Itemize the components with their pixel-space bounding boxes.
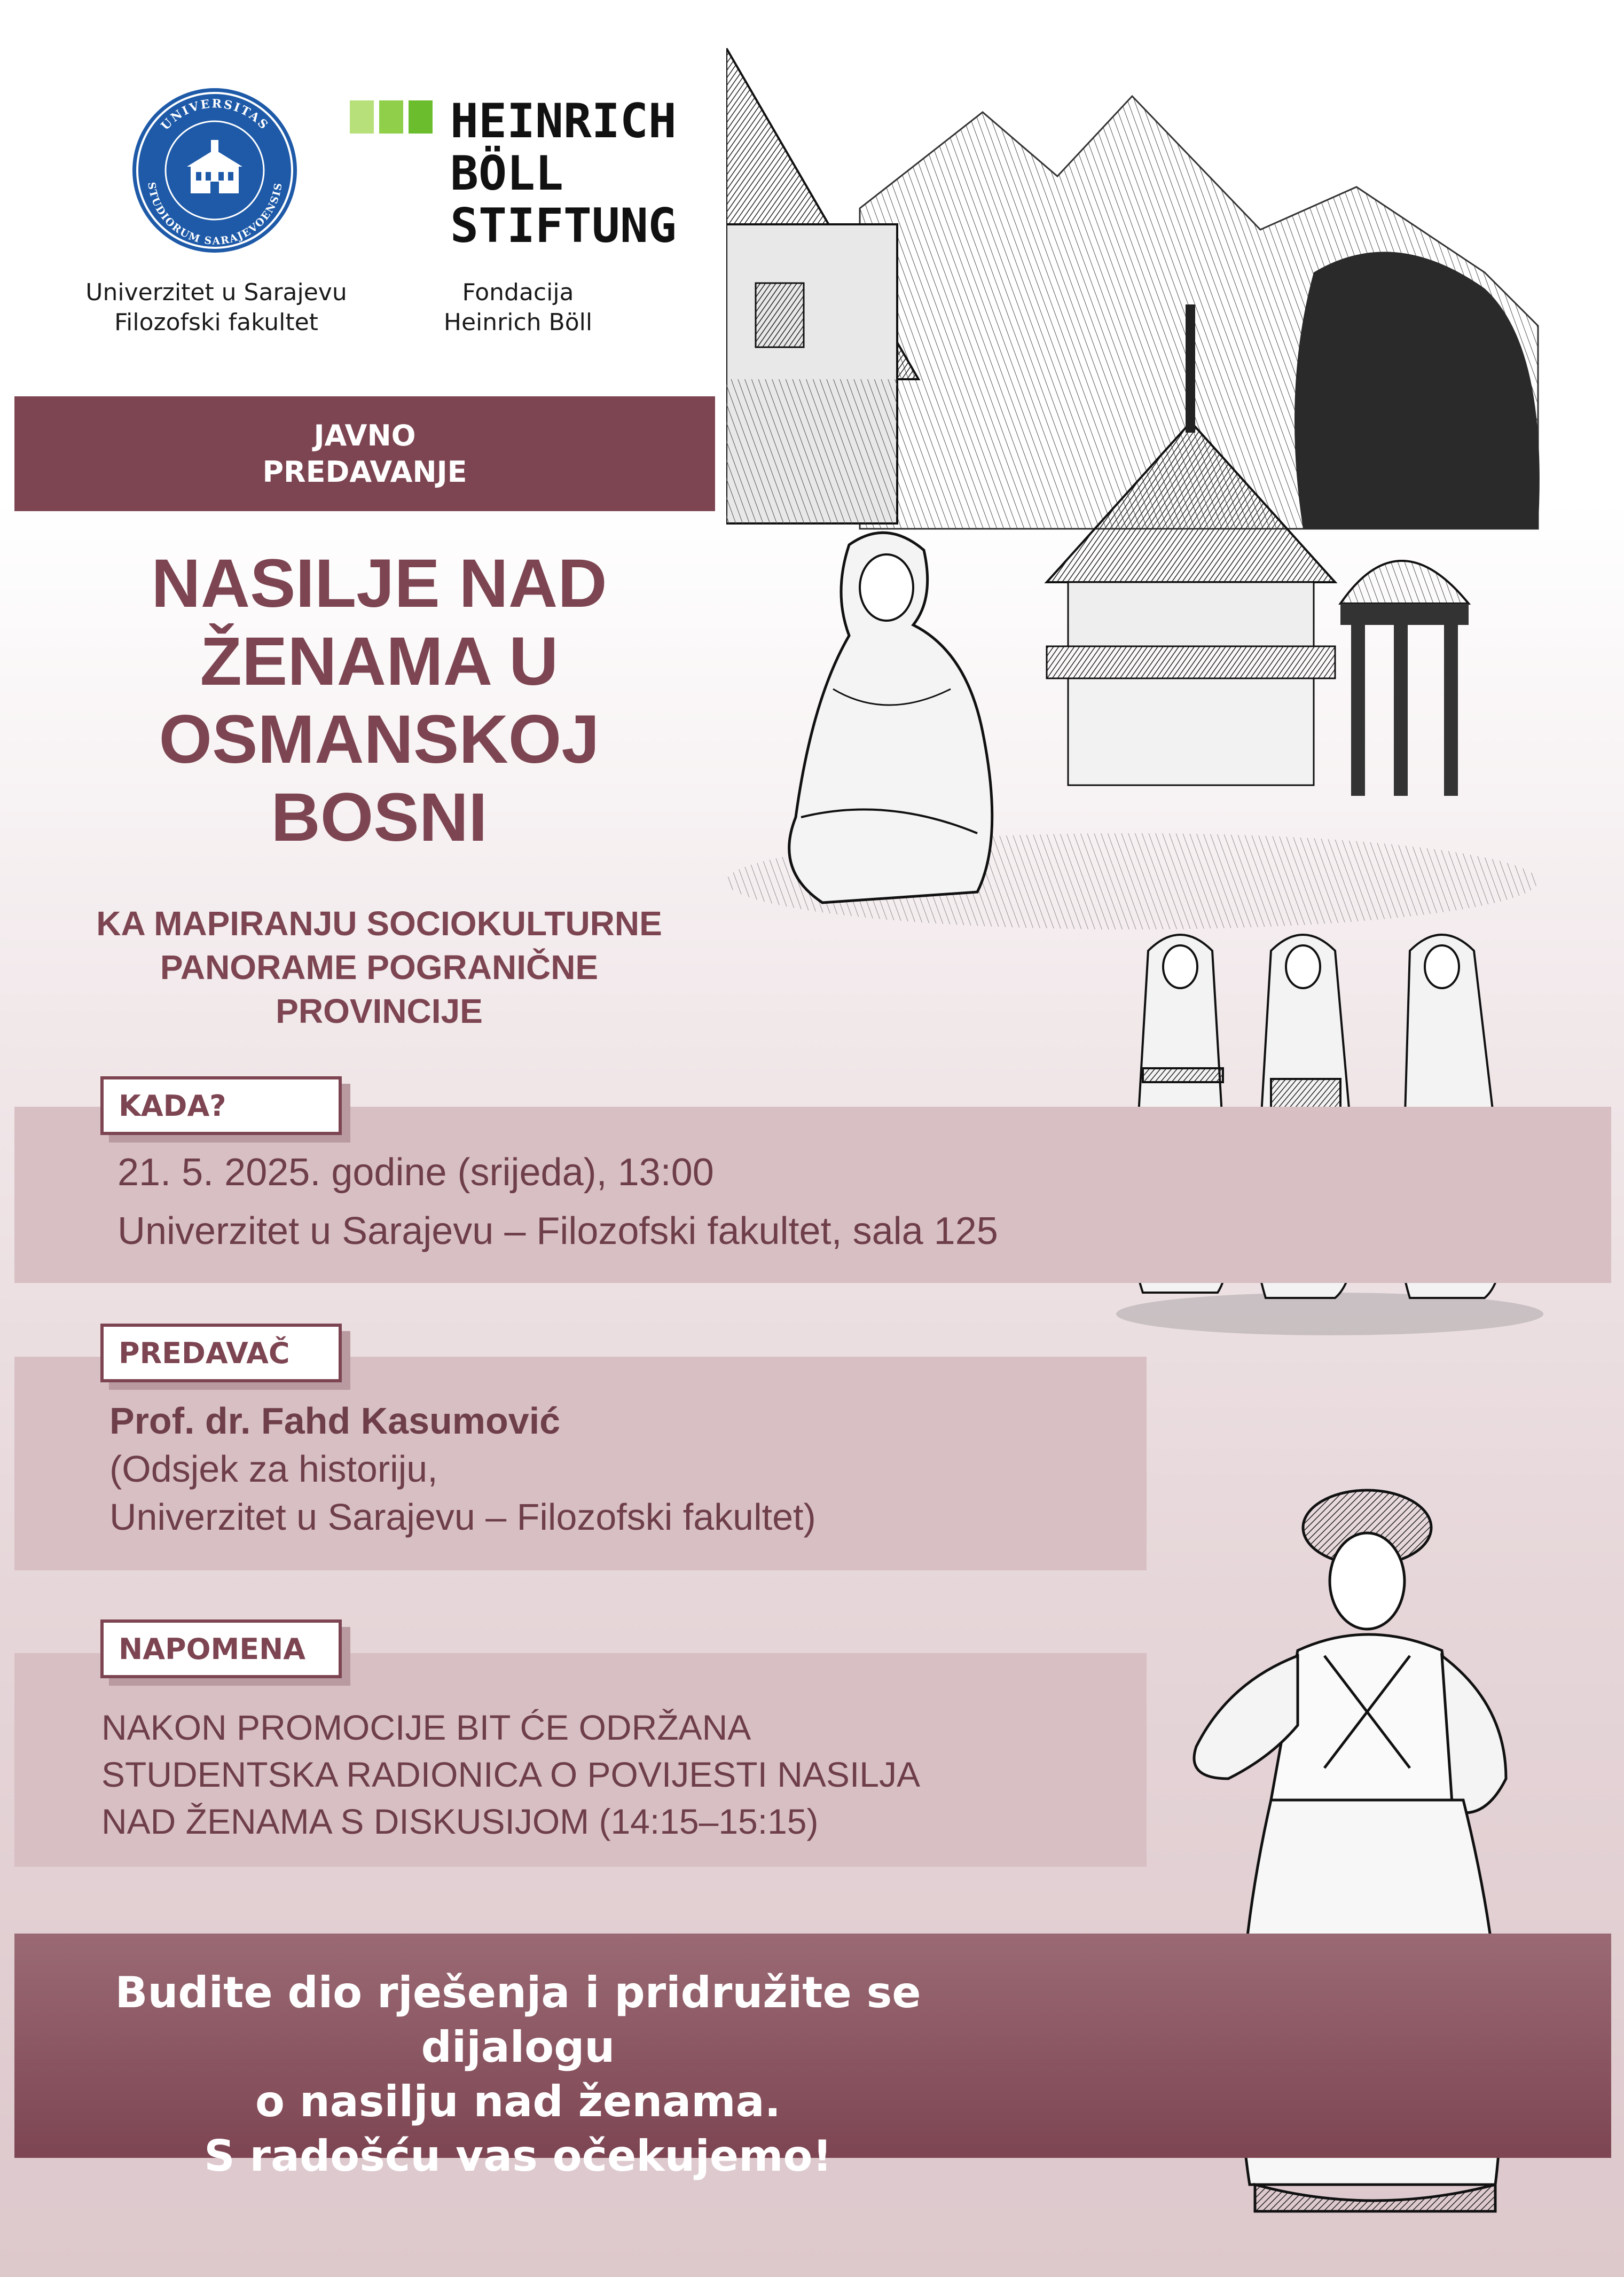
university-seal-logo: [131, 87, 299, 255]
event-subtitle: [64, 902, 694, 1033]
title-line: OSMANSKOJ: [159, 701, 600, 778]
cta-line: Budite dio rješenja i pridružite se dijalogu: [115, 1968, 921, 2072]
when-label: KADA?: [100, 1076, 342, 1135]
event-type-line1: JAVNO: [313, 418, 416, 452]
speaker-details: [109, 1397, 816, 1541]
hbs-line3: STIFTUNG: [450, 198, 677, 253]
title-line: ŽENAMA U: [200, 623, 559, 700]
when-details: [117, 1143, 998, 1261]
title-line: NASILJE NAD: [151, 545, 607, 622]
speaker-institution: Univerzitet u Sarajevu – Filozofski fakultet): [109, 1496, 816, 1538]
when-date: 21. 5. 2025. godine (srijeda), 13:00: [117, 1151, 714, 1194]
when-location: Univerzitet u Sarajevu – Filozofski fakultet, sala 125: [117, 1210, 998, 1253]
hbs-squares-icon: [350, 100, 433, 134]
heinrich-boll-logo: [350, 93, 677, 255]
hbs-line2: BÖLL: [450, 146, 563, 201]
note-line: NAD ŽENAMA S DISKUSIJOM (14:15–15:15): [101, 1802, 819, 1841]
hbs-line1: HEINRICH: [450, 93, 677, 148]
speaker-department: (Odsjek za historiju,: [109, 1448, 438, 1490]
note-line: NAKON PROMOCIJE BIT ĆE ODRŽANA: [101, 1708, 751, 1747]
note-line: STUDENTSKA RADIONICA O POVIJESTI NASILJA: [101, 1755, 921, 1794]
note-details: [101, 1704, 920, 1845]
subtitle-line: PANORAME POGRANIČNE: [160, 948, 599, 987]
cta-line: o nasilju nad ženama.: [255, 2077, 781, 2126]
subtitle-line: PROVINCIJE: [276, 992, 483, 1030]
speaker-label: PREDAVAČ: [100, 1324, 342, 1382]
university-caption-line1: Univerzitet u Sarajevu: [85, 279, 347, 306]
event-title: [64, 545, 694, 857]
cta-line: S radošću vas očekujemo!: [204, 2131, 832, 2181]
seal-bottom-text: STUDIORUM SARAJEVOENSIS: [145, 181, 285, 247]
hbs-caption: [406, 278, 630, 338]
university-caption: [69, 278, 363, 338]
hbs-caption-line2: Heinrich Böll: [443, 309, 593, 336]
call-to-action-text: [64, 1966, 972, 2184]
subtitle-line: KA MAPIRANJU SOCIOKULTURNE: [96, 904, 662, 943]
speaker-name: Prof. dr. Fahd Kasumović: [109, 1400, 561, 1442]
seal-top-text: UNIVERSITAS: [158, 97, 272, 133]
hbs-caption-line1: Fondacija: [462, 279, 574, 306]
event-type-banner: [14, 396, 715, 511]
note-label: NAPOMENA: [100, 1619, 342, 1678]
hbs-wordmark: [450, 95, 677, 252]
village-engraving-illustration: [726, 48, 1559, 945]
university-caption-line2: Filozofski fakultet: [114, 309, 318, 336]
title-line: BOSNI: [271, 779, 488, 856]
event-type-line2: PREDAVANJE: [262, 455, 467, 489]
